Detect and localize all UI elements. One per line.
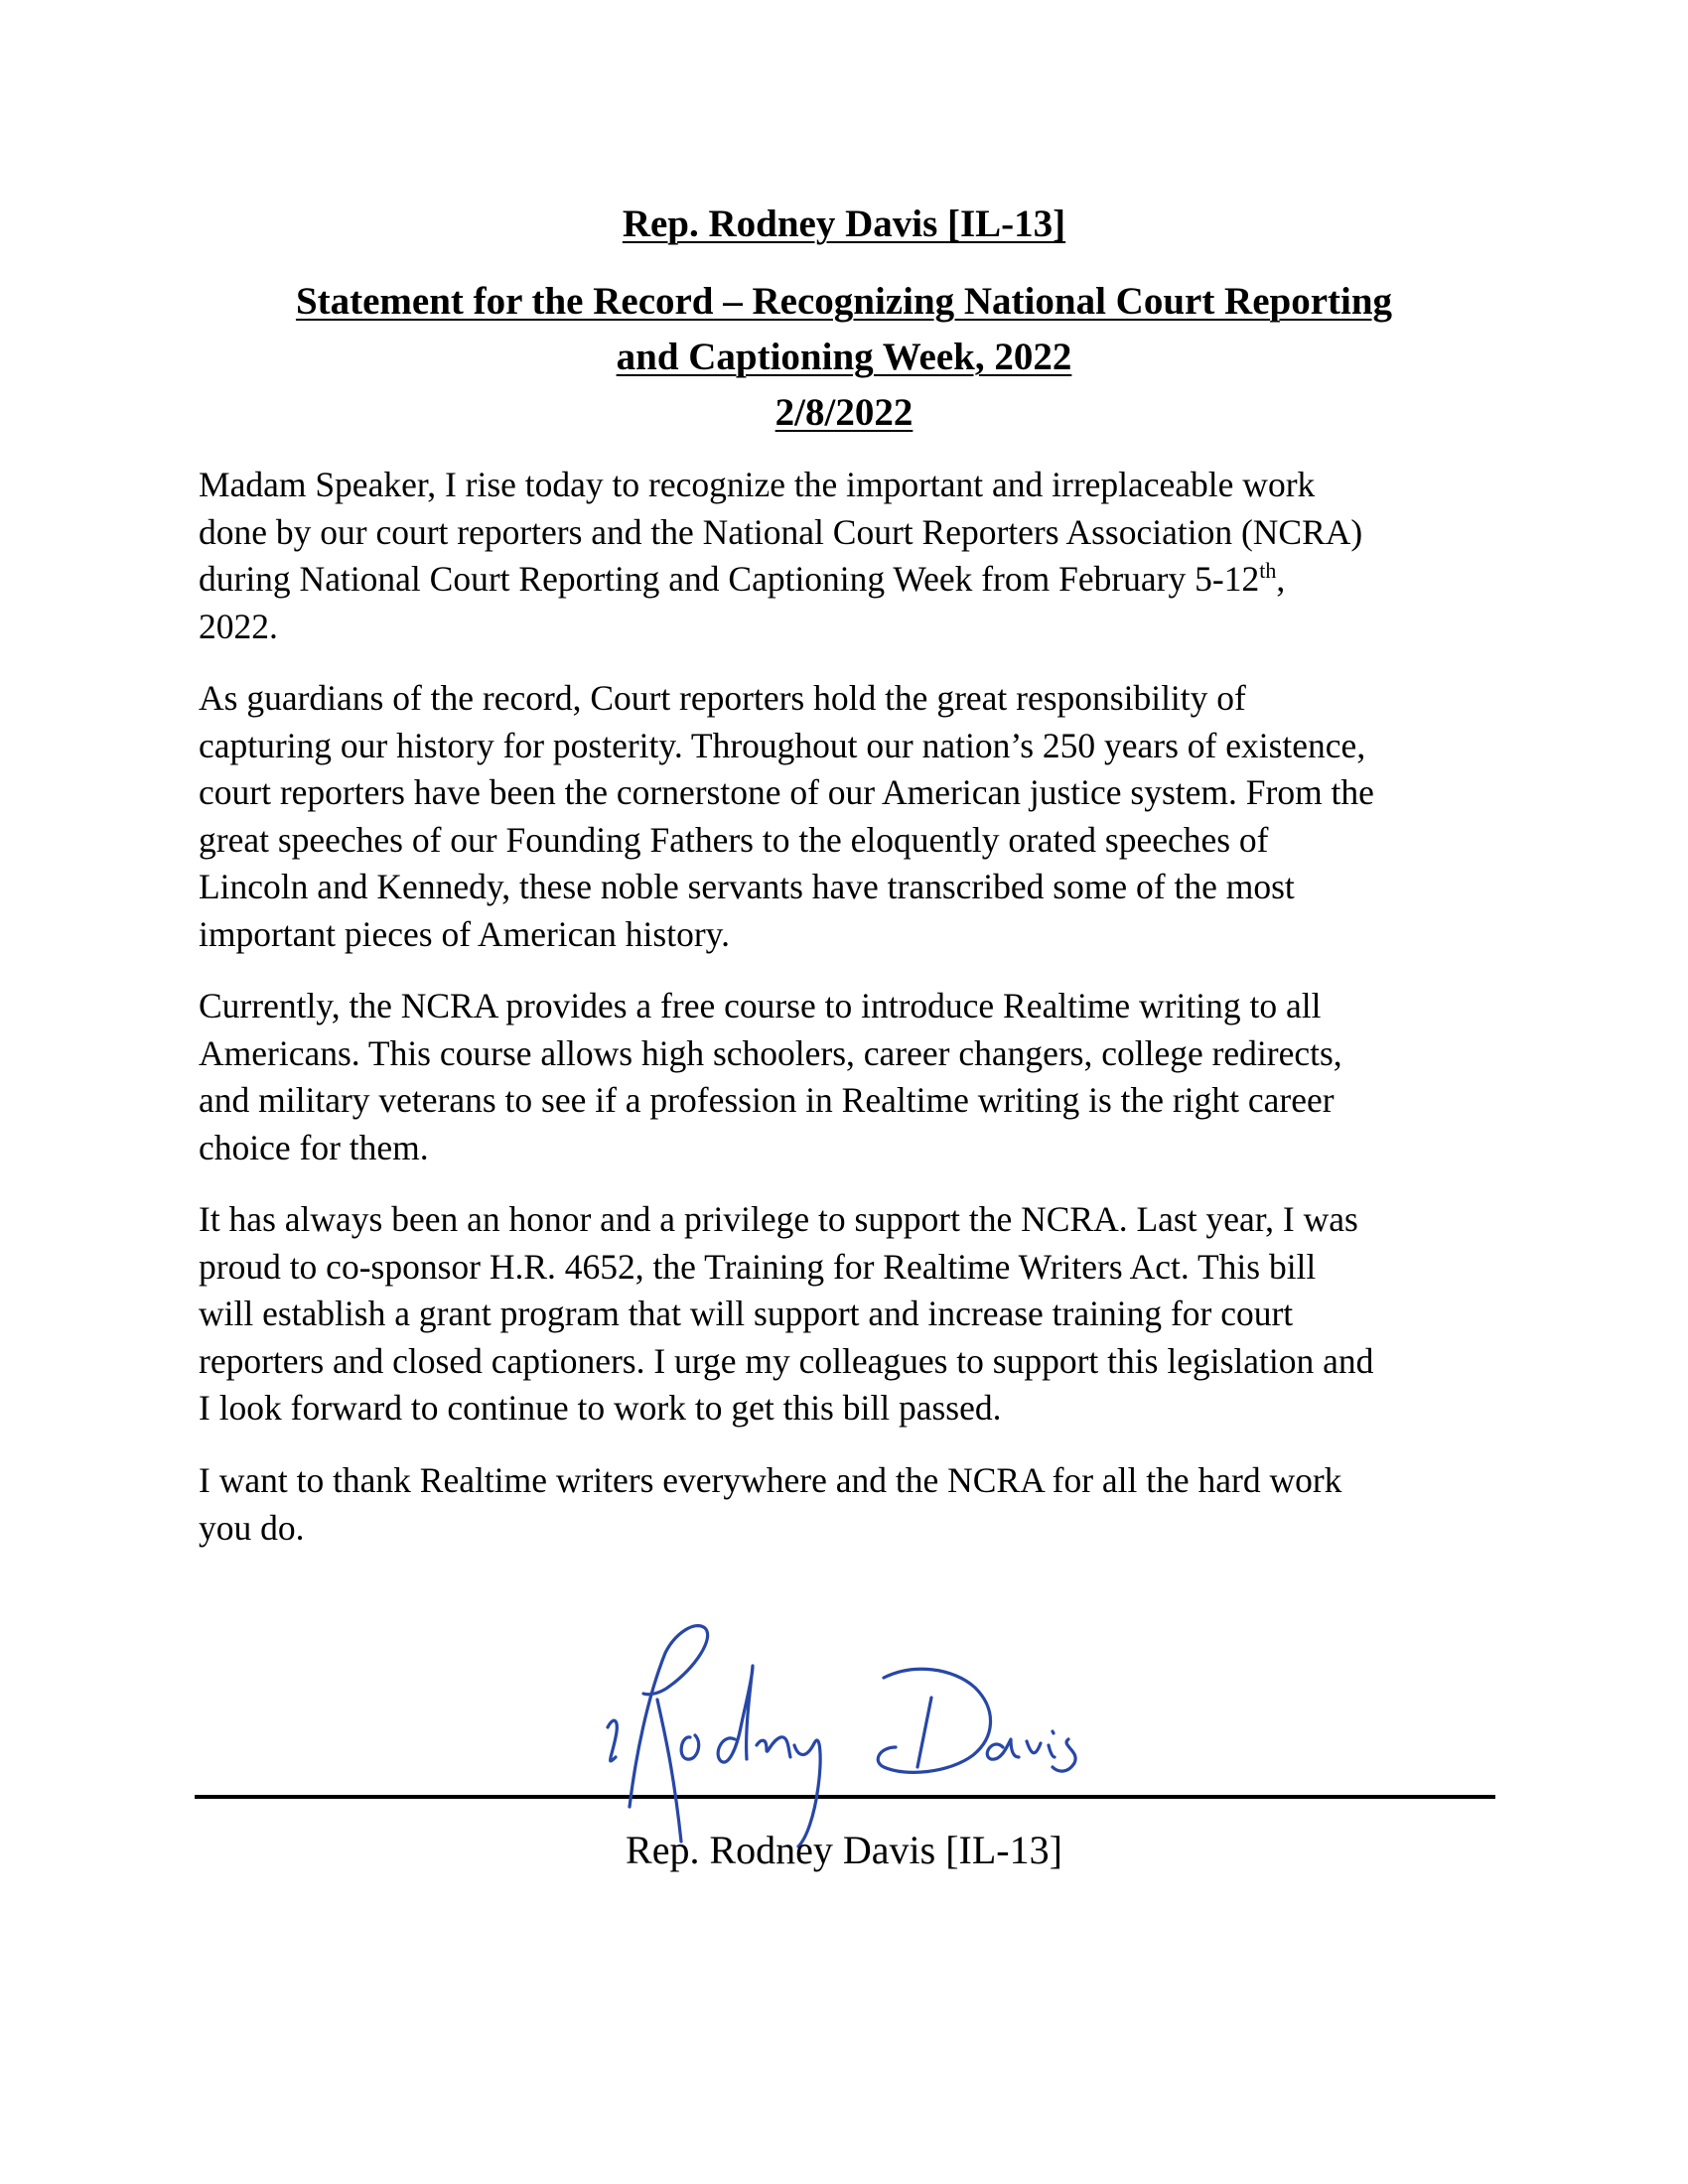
paragraph-line: As guardians of the record, Court reporters hold the great responsibility of bbox=[199, 678, 1246, 718]
statement-title-line-2: and Captioning Week, 2022 bbox=[616, 336, 1072, 378]
paragraph-thanks bbox=[199, 1457, 1499, 1552]
rep-title-text: Rep. Rodney Davis [IL-13] bbox=[622, 203, 1066, 245]
paragraph-line: capturing our history for posterity. Throughout our nation’s 250 years of existence, bbox=[199, 725, 1366, 765]
paragraph-line: I look forward to continue to work to get this bill passed. bbox=[199, 1388, 1002, 1428]
paragraph-ncra-course bbox=[199, 983, 1499, 1171]
paragraph-line: proud to co-sponsor H.R. 4652, the Training for Realtime Writers Act. This bill bbox=[199, 1246, 1317, 1287]
rep-title bbox=[199, 197, 1489, 252]
ordinal-suffix: th bbox=[1259, 558, 1277, 584]
statement-title bbox=[199, 274, 1489, 385]
paragraph-line: choice for them. bbox=[199, 1127, 429, 1167]
paragraph-line: reporters and closed captioners. I urge my colleagues to support this legislation and bbox=[199, 1340, 1374, 1381]
line-text: during National Court Reporting and Captioning Week from February 5-12 bbox=[199, 559, 1260, 599]
paragraph-line: 2022. bbox=[199, 606, 278, 646]
paragraph-line: I want to thank Realtime writers everywhere and the NCRA for all the hard work bbox=[199, 1460, 1342, 1500]
line-punctuation: , bbox=[1276, 559, 1286, 599]
paragraph-line: great speeches of our Founding Fathers to the eloquently orated speeches of bbox=[199, 819, 1269, 860]
statement-date bbox=[199, 385, 1489, 441]
paragraph-line: Americans. This course allows high schoolers, career changers, college redirects, bbox=[199, 1032, 1342, 1073]
paragraph-line bbox=[199, 556, 1499, 604]
paragraph-line: and military veterans to see if a profession in Realtime writing is the right career bbox=[199, 1080, 1335, 1120]
paragraph-line: done by our court reporters and the National Court Reporters Association (NCRA) bbox=[199, 511, 1363, 552]
paragraph-line: you do. bbox=[199, 1507, 305, 1548]
statement-title-line-1: Statement for the Record – Recognizing National Court Reporting bbox=[295, 280, 1393, 323]
statement-date-text: 2/8/2022 bbox=[774, 391, 914, 434]
signature-printed-name: Rep. Rodney Davis [IL-13] bbox=[626, 1828, 1062, 1872]
paragraph-line: will establish a grant program that will support and increase training for court bbox=[199, 1294, 1294, 1333]
paragraph-line: Lincoln and Kennedy, these noble servants have transcribed some of the most bbox=[199, 867, 1295, 906]
paragraph-line: court reporters have been the cornerstone of our American justice system. From the bbox=[199, 772, 1374, 812]
paragraph-guardians bbox=[199, 675, 1499, 958]
handwritten-signature bbox=[586, 1608, 1102, 1856]
paragraph-line: important pieces of American history. bbox=[199, 913, 730, 954]
paragraph-line: It has always been an honor and a privilege to support the NCRA. Last year, I was bbox=[199, 1199, 1358, 1239]
paragraph-line: Currently, the NCRA provides a free course to introduce Realtime writing to all bbox=[199, 986, 1322, 1025]
paragraph-line: Madam Speaker, I rise today to recognize the important and irreplaceable work bbox=[199, 465, 1316, 504]
paragraph-legislation bbox=[199, 1196, 1499, 1433]
paragraph-intro bbox=[199, 462, 1499, 650]
